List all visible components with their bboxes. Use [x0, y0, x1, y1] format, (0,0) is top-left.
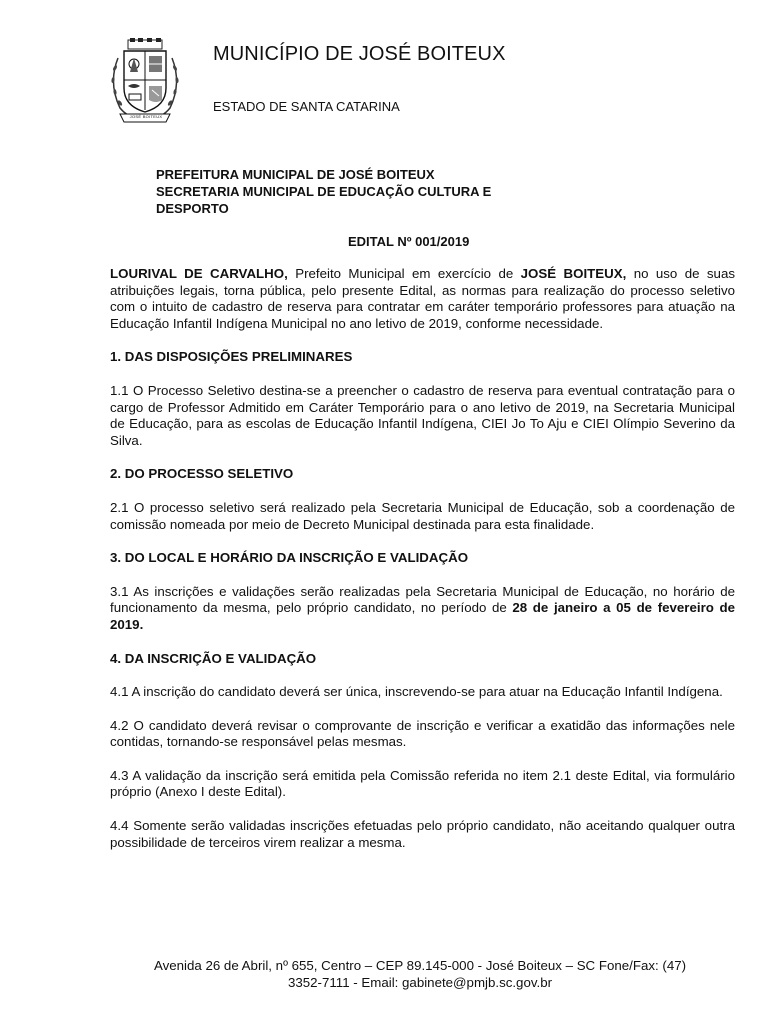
section-1-heading: 1. DAS DISPOSIÇÕES PRELIMINARES	[110, 349, 353, 365]
section-3-1-dates: 28 de janeiro a 05 de fevereiro de 2019.	[110, 600, 735, 632]
org-line-secretaria: SECRETARIA MUNICIPAL DE EDUCAÇÃO CULTURA E	[156, 184, 492, 199]
intro-text-2: no uso de suas atribuições legais, torna pública, pelo presente Edital, as normas para realização do processo seletivo com o intuito de cadastro de reserva para contratar em caráter temporário professores para atuação na Educação Infantil Indígena Municipal no ano letivo de 2019, conforme necessidade.	[110, 266, 735, 331]
intro-text-1: Prefeito Municipal em exercício de	[287, 266, 521, 281]
section-4-3: 4.3 A validação da inscrição será emitida pela Comissão referida no item 2.1 deste Edital, via formulário próprio (Anexo I deste Edital).	[110, 767, 735, 800]
intro-paragraph	[110, 266, 735, 332]
mayor-name: LOURIVAL DE CARVALHO,	[110, 266, 288, 281]
section-2-heading: 2. DO PROCESSO SELETIVO	[110, 466, 294, 482]
section-3-1	[110, 584, 735, 634]
section-4-heading: 4. DA INSCRIÇÃO E VALIDAÇÃO	[110, 650, 317, 666]
section-3-1-text: 3.1 As inscrições e validações serão realizadas pela Secretaria Municipal de Educação, no horário de funcionamento da mesma, pelo próprio candidato, no período de	[110, 583, 735, 616]
municipality-name: JOSÉ BOITEUX,	[520, 266, 627, 281]
section-4-4: 4.4 Somente serão validadas inscrições efetuadas pelo próprio candidato, não aceitando qualquer outra possibilidade de terceiros virem realizar a mesma.	[110, 818, 735, 850]
municipality-title: MUNICÍPIO DE JOSÉ BOITEUX	[213, 43, 506, 65]
section-2-1: 2.1 O processo seletivo será realizado pela Secretaria Municipal de Educação, sob a coordenação de comissão nomeada por meio de Decreto Municipal destinada para esta finalidade.	[110, 499, 735, 532]
edital-title: EDITAL Nº 001/2019	[348, 234, 470, 249]
section-4-2: 4.2 O candidato deverá revisar o comprovante de inscrição e verificar a exatidão das informações nele contidas, tornando-se responsável pelas mesmas.	[110, 717, 735, 750]
organization-block	[156, 166, 596, 217]
state-subtitle: ESTADO DE SANTA CATARINA	[213, 99, 400, 114]
section-3-heading: 3. DO LOCAL E HORÁRIO DA INSCRIÇÃO E VALIDAÇÃO	[110, 550, 469, 566]
crest-ribbon-label: JOSÉ BOITEUX	[129, 114, 163, 119]
document-body	[110, 266, 735, 851]
org-line-prefeitura: PREFEITURA MUNICIPAL DE JOSÉ BOITEUX	[156, 167, 435, 182]
footer-contact: 3352-7111 - Email: gabinete@pmjb.sc.gov.br	[287, 975, 553, 990]
org-line-desporto: DESPORTO	[156, 201, 229, 216]
section-4-1: 4.1 A inscrição do candidato deverá ser única, inscrevendo-se para atuar na Educação Infantil Indígena.	[110, 684, 723, 700]
page-footer	[100, 957, 740, 991]
section-1-1: 1.1 O Processo Seletivo destina-se a preencher o cadastro de reserva para eventual contratação para o cargo de Professor Admitido em Caráter Temporário para o ano letivo de 2019, na Secretaria Municipal de Educação, para as escolas de Educação Infantil Indígena, CIEI Jo To Aju e CIEI Olímpio Severino da Silva.	[110, 382, 735, 448]
footer-address: Avenida 26 de Abril, nº 655, Centro – CEP 89.145-000 - José Boiteux – SC Fone/Fax: (47)	[153, 958, 687, 973]
